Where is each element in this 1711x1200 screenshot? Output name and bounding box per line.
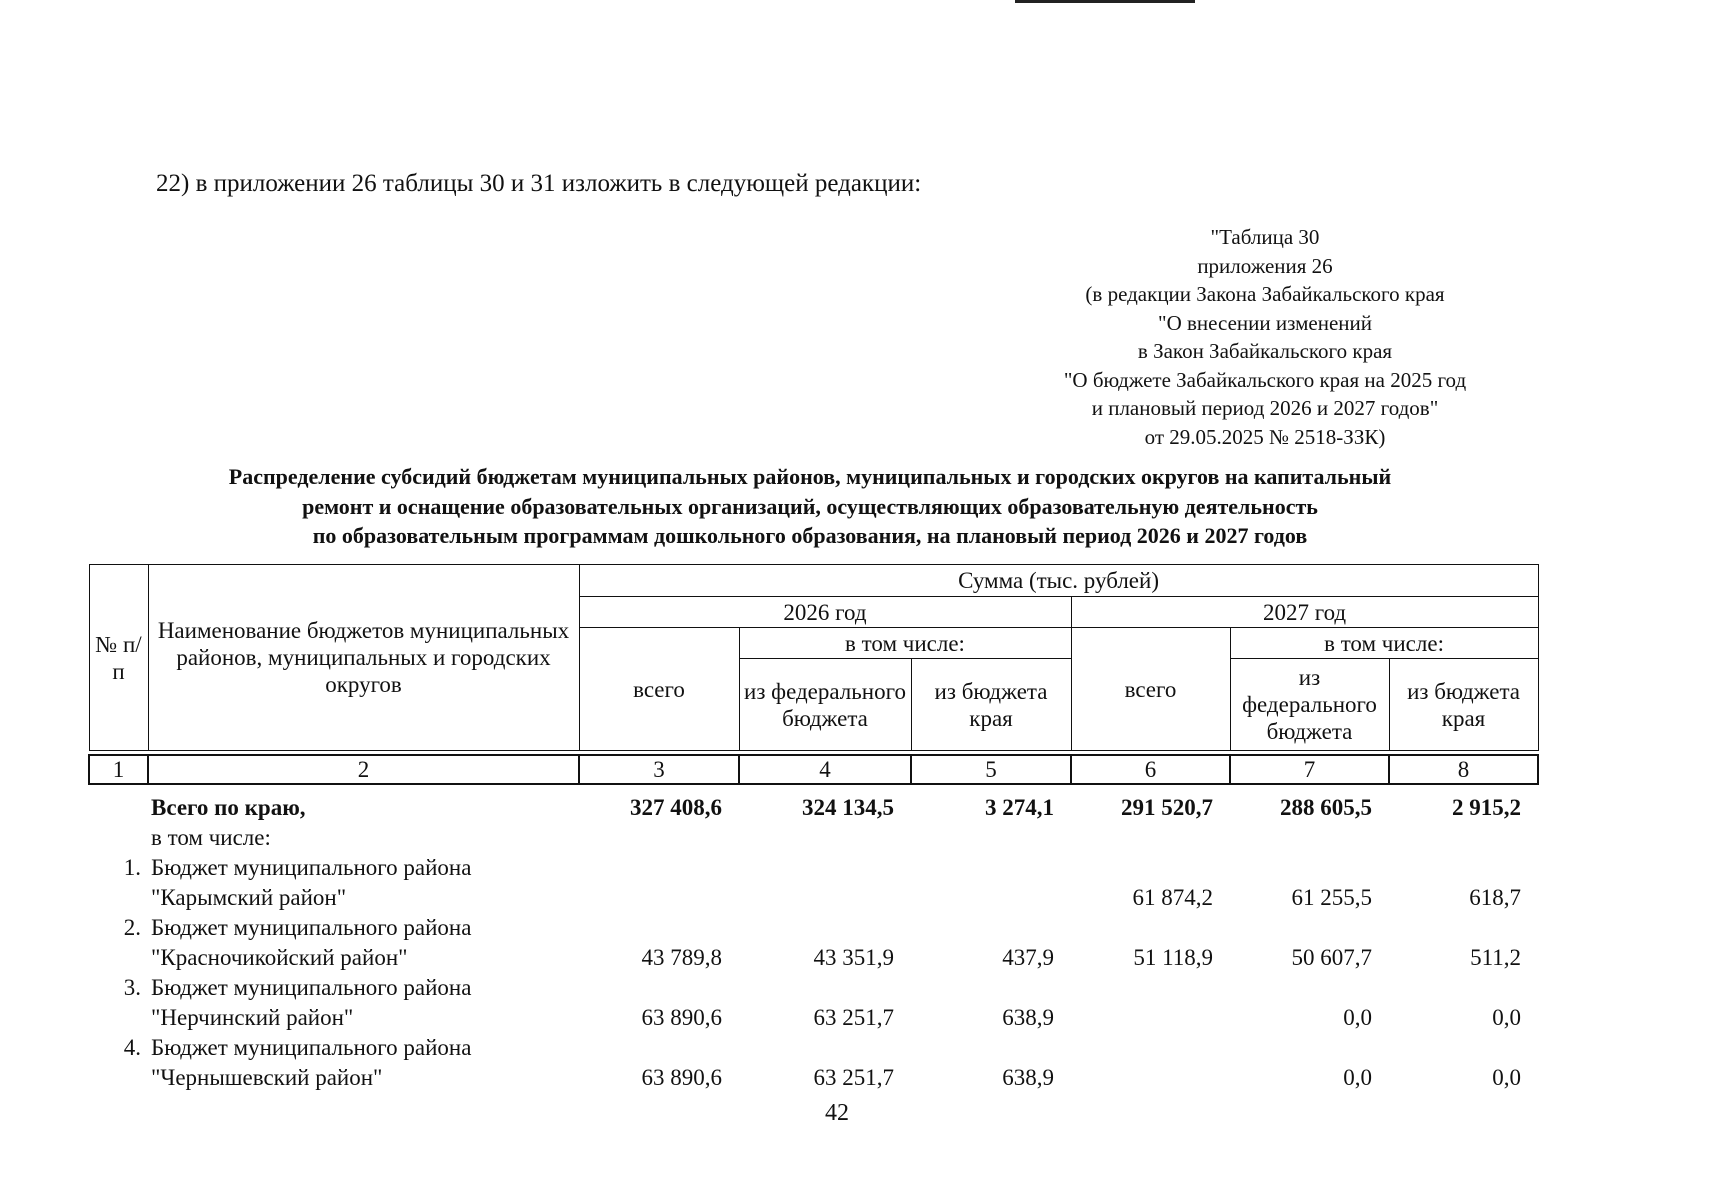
row-value: 61 255,5 — [1291, 885, 1372, 910]
caption-line: в Закон Забайкальского края — [1137, 339, 1393, 363]
caption-line: "Таблица 30 — [1210, 225, 1320, 249]
row-value: 63 251,7 — [813, 1065, 894, 1090]
row-number: 4. — [123, 1035, 141, 1060]
row-value: 43 789,8 — [641, 945, 722, 970]
row-name: Бюджет муниципального района — [151, 915, 472, 940]
header-regional-2026: из бюджета края — [911, 659, 1071, 751]
row-value — [578, 883, 738, 913]
total-value: 2 915,2 — [1452, 795, 1521, 820]
row-value: 50 607,7 — [1291, 945, 1372, 970]
header-name: Наименование бюджетов муниципальных районов, муниципальных и городских округов — [148, 565, 579, 751]
row-value — [738, 883, 910, 913]
header-including-2027: в том числе: — [1230, 628, 1538, 659]
table-header — [88, 564, 1539, 785]
table-row — [88, 913, 1537, 943]
row-value: 63 890,6 — [641, 1005, 722, 1030]
header-year-2027: 2027 год — [1071, 597, 1538, 628]
column-number: 8 — [1389, 755, 1538, 784]
table-row — [88, 1063, 1537, 1093]
top-edge-mark — [1015, 0, 1195, 3]
row-name: "Красночикойский район" — [151, 945, 408, 970]
column-number: 4 — [739, 755, 911, 784]
caption-line: приложения 26 — [1197, 253, 1333, 278]
row-value: 0,0 — [1492, 1065, 1521, 1090]
caption-line: и плановый период 2026 и 2027 годов" — [1091, 396, 1439, 420]
row-number: 2. — [123, 915, 141, 940]
row-value: 638,9 — [1002, 1065, 1054, 1090]
row-value: 63 251,7 — [813, 1005, 894, 1030]
table-body — [88, 793, 1537, 1093]
row-name: "Нерчинский район" — [151, 1005, 354, 1030]
title-line: ремонт и оснащение образовательных организаций, осуществляющих образовательную деятельность — [302, 493, 1318, 519]
header-regional-2027: из бюджета края — [1389, 659, 1538, 751]
column-number: 2 — [148, 755, 579, 784]
header-total-2026: всего — [579, 628, 739, 751]
row-value: 511,2 — [1470, 945, 1521, 970]
header-sum: Сумма (тыс. рублей) — [579, 565, 1538, 597]
document-title — [95, 462, 1525, 551]
column-number-row — [89, 755, 1538, 784]
row-value: 0,0 — [1343, 1065, 1372, 1090]
column-number: 5 — [911, 755, 1071, 784]
header-year-2026: 2026 год — [579, 597, 1071, 628]
caption-line: "О внесении изменений — [1158, 310, 1372, 335]
table-row — [88, 1003, 1537, 1033]
including-label: в том числе: — [151, 825, 271, 850]
row-name: Бюджет муниципального района — [151, 855, 472, 880]
page-number: 42 — [825, 1100, 849, 1126]
header-federal-2026: из федерального бюджета — [739, 659, 911, 751]
row-name: Бюджет муниципального района — [151, 975, 472, 1000]
table-caption — [975, 223, 1555, 451]
title-line: по образовательным программам дошкольного образования, на плановый период 2026 и 2027 годов — [312, 523, 1308, 548]
row-value: 61 874,2 — [1132, 885, 1213, 910]
row-value: 43 351,9 — [813, 945, 894, 970]
total-value: 324 134,5 — [802, 795, 894, 820]
row-value — [1070, 1063, 1229, 1093]
table-row — [88, 853, 1537, 883]
including-row — [88, 823, 1537, 853]
row-name: "Чернышевский район" — [151, 1065, 383, 1090]
table-row — [88, 973, 1537, 1003]
row-value: 638,9 — [1002, 1005, 1054, 1030]
table-row — [88, 1033, 1537, 1063]
header-no: № п/п — [89, 565, 148, 751]
row-value: 0,0 — [1492, 1005, 1521, 1030]
header-federal-2027: из федерального бюджета — [1230, 659, 1389, 751]
header-total-2027: всего — [1071, 628, 1230, 751]
row-number: 1. — [123, 855, 141, 880]
column-number: 1 — [89, 755, 148, 784]
row-name: "Карымский район" — [151, 885, 347, 910]
row-name: Бюджет муниципального района — [151, 1035, 472, 1060]
row-value: 0,0 — [1343, 1005, 1372, 1030]
total-value: 288 605,5 — [1280, 795, 1372, 820]
intro-text: 22) в приложении 26 таблицы 30 и 31 изложить в следующей редакции: — [156, 170, 922, 197]
total-value: 291 520,7 — [1121, 795, 1213, 820]
row-number: 3. — [123, 975, 141, 1000]
row-value — [910, 883, 1070, 913]
row-value: 437,9 — [1002, 945, 1054, 970]
caption-line: (в редакции Закона Забайкальского края — [1085, 282, 1445, 306]
column-number: 7 — [1230, 755, 1389, 784]
total-value: 3 274,1 — [985, 795, 1054, 820]
row-value: 618,7 — [1469, 885, 1521, 910]
caption-line: от 29.05.2025 № 2518-ЗЗК) — [1144, 424, 1386, 449]
header-including-2026: в том числе: — [739, 628, 1071, 659]
total-label: Всего по краю, — [151, 795, 306, 820]
total-value: 327 408,6 — [630, 795, 722, 820]
table-row — [88, 883, 1537, 913]
row-value: 51 118,9 — [1133, 945, 1213, 970]
title-line: Распределение субсидий бюджетам муниципальных районов, муниципальных и городских округов на капитальный — [228, 464, 1392, 489]
total-row — [88, 793, 1537, 823]
row-value — [1070, 1003, 1229, 1033]
column-number: 3 — [579, 755, 739, 784]
row-value: 63 890,6 — [641, 1065, 722, 1090]
table-row — [88, 943, 1537, 973]
caption-line: "О бюджете Забайкальского края на 2025 год — [1063, 367, 1467, 392]
column-number: 6 — [1071, 755, 1230, 784]
